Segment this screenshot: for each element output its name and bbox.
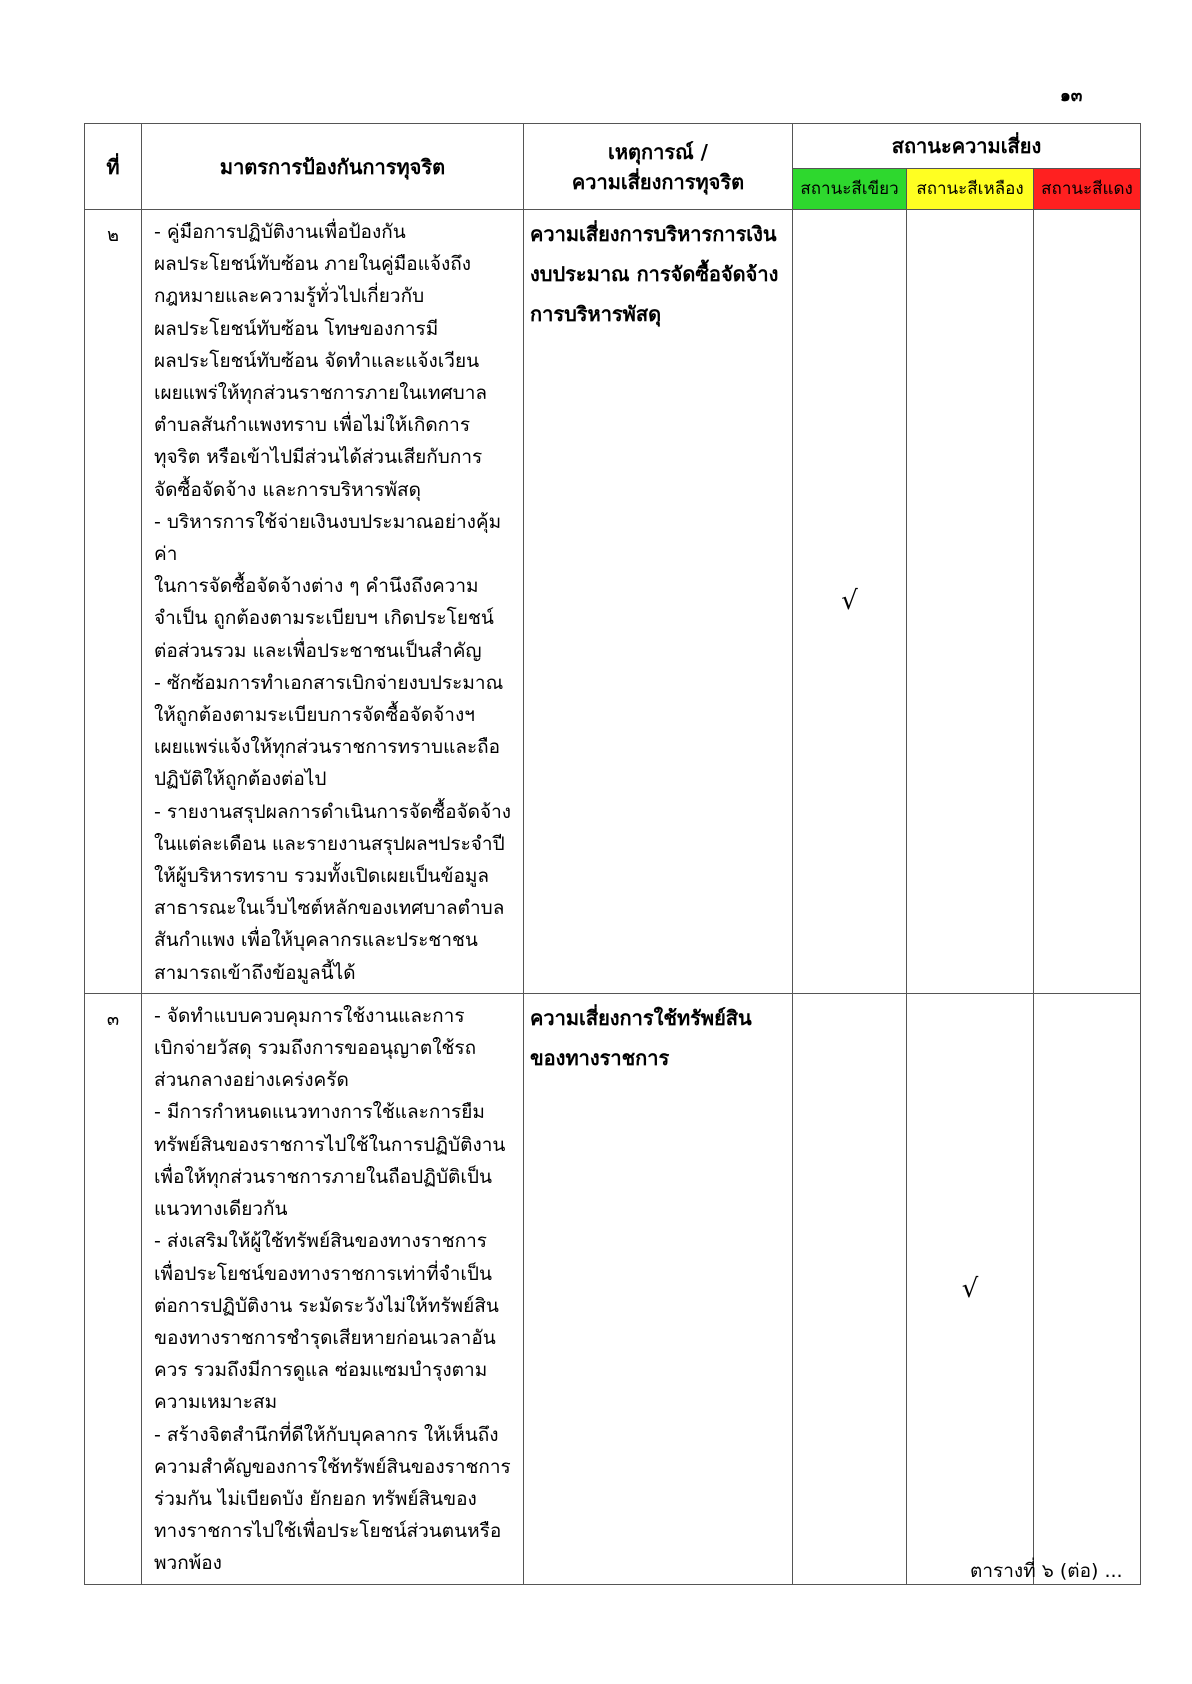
- measure-line: จำเป็น ถูกต้องตามระเบียบฯ เกิดประโยชน์: [154, 607, 494, 630]
- measure-line: - จัดทำแบบควบคุมการใช้งานและการ: [154, 1004, 465, 1027]
- header-measures: มาตรการป้องกันการทุจริต: [142, 124, 524, 210]
- status-red-mark: [1034, 993, 1141, 1584]
- table-row: [85, 210, 1141, 994]
- status-yellow-mark: [907, 210, 1034, 994]
- event-line: การบริหารพัสดุ: [530, 302, 662, 326]
- measure-line: ให้ถูกต้องตามระเบียบการจัดซื้อจัดจ้างฯ: [154, 704, 475, 727]
- measure-line: - บริหารการใช้จ่ายเงินงบประมาณอย่างคุ้มค่า: [154, 510, 502, 566]
- measure-line: ในการจัดซื้อจัดจ้างต่าง ๆ คำนึงถึงความ: [154, 575, 479, 598]
- measure-line: - รายงานสรุปผลการดำเนินการจัดซื้อจัดจ้าง: [154, 800, 512, 823]
- measure-line: ความเหมาะสม: [154, 1391, 278, 1414]
- measure-line: เผยแพร่ให้ทุกส่วนราชการภายในเทศบาล: [154, 382, 488, 405]
- header-status-red: สถานะสีแดง: [1034, 169, 1141, 210]
- risk-table: [84, 123, 1141, 1585]
- measure-line: ควร รวมถึงมีการดูแล ซ่อมแซมบำรุงตาม: [154, 1359, 488, 1382]
- header-event-text: เหตุการณ์ / ความเสี่ยงการทุจริต: [571, 139, 745, 194]
- measure-line: ปฏิบัติให้ถูกต้องต่อไป: [154, 768, 327, 791]
- measure-line: ร่วมกัน ไม่เบียดบัง ยักยอก ทรัพย์สินของ: [154, 1487, 477, 1510]
- measure-line: พวกพ้อง: [154, 1552, 222, 1575]
- measure-line: - มีการกำหนดแนวทางการใช้และการยืม: [154, 1101, 485, 1124]
- measure-line: กฎหมายและความรู้ทั่วไปเกี่ยวกับ: [154, 285, 425, 308]
- measures-cell: [142, 993, 524, 1584]
- status-red-mark: [1034, 210, 1141, 994]
- header-risk-status: สถานะความเสี่ยง: [793, 124, 1141, 169]
- footer-note: ตารางที่ ๖ (ต่อ) ...: [970, 1560, 1123, 1582]
- row-number: ๒: [85, 210, 142, 994]
- measure-line: เผยแพร่แจ้งให้ทุกส่วนราชการทราบและถือ: [154, 736, 501, 759]
- measure-line: - ส่งเสริมให้ผู้ใช้ทรัพย์สินของทางราชการ: [154, 1230, 487, 1253]
- page-number: ๑๓: [1060, 86, 1083, 106]
- measure-line: ผลประโยชน์ทับซ้อน ภายในคู่มือแจ้งถึง: [154, 253, 472, 276]
- measure-line: ทุจริต หรือเข้าไปมีส่วนได้ส่วนเสียกับการ: [154, 446, 483, 469]
- header-no: ที่: [85, 124, 142, 210]
- event-line: ของทางราชการ: [530, 1045, 670, 1070]
- measure-line: จัดซื้อจัดจ้าง และการบริหารพัสดุ: [154, 478, 421, 501]
- measure-line: เพื่อให้ทุกส่วนราชการภายในถือปฏิบัติเป็น: [154, 1165, 492, 1188]
- measure-line: ต่อส่วนรวม และเพื่อประชาชนเป็นสำคัญ: [154, 639, 482, 662]
- row-number: ๓: [85, 993, 142, 1584]
- event-line: ความเสี่ยงการบริหารการเงิน: [530, 222, 777, 246]
- measure-line: ต่อการปฏิบัติงาน ระมัดระวังไม่ให้ทรัพย์สิน: [154, 1294, 499, 1317]
- table-row: [85, 993, 1141, 1584]
- header-status-green: สถานะสีเขียว: [793, 169, 907, 210]
- measure-line: สาธารณะในเว็บไซต์หลักของเทศบาลตำบล: [154, 897, 505, 920]
- event-cell: [524, 210, 793, 994]
- measure-line: ให้ผู้บริหารทราบ รวมทั้งเปิดเผยเป็นข้อมูล: [154, 865, 490, 888]
- measure-line: เบิกจ่ายวัสดุ รวมถึงการขออนุญาตใช้รถ: [154, 1037, 477, 1060]
- header-event: [524, 124, 793, 210]
- measure-line: ตำบลสันกำแพงทราบ เพื่อไม่ให้เกิดการ: [154, 414, 471, 437]
- measure-line: - คู่มือการปฏิบัติงานเพื่อป้องกัน: [154, 221, 406, 243]
- measure-line: ส่วนกลางอย่างเคร่งครัด: [154, 1069, 349, 1092]
- measure-line: ความสำคัญของการใช้ทรัพย์สินของราชการ: [154, 1455, 511, 1478]
- status-yellow-mark: √: [907, 993, 1034, 1584]
- event-cell: [524, 993, 793, 1584]
- event-line: งบประมาณ การจัดซื้อจัดจ้าง: [530, 262, 779, 286]
- measure-line: ผลประโยชน์ทับซ้อน จัดทำและแจ้งเวียน: [154, 349, 480, 372]
- measures-cell: [142, 210, 524, 994]
- measure-line: สามารถเข้าถึงข้อมูลนี้ได้: [154, 961, 356, 984]
- measure-line: - สร้างจิตสำนึกที่ดีให้กับบุคลากร ให้เห็นถึง: [154, 1423, 499, 1446]
- measure-line: ผลประโยชน์ทับซ้อน โทษของการมี: [154, 317, 439, 340]
- measure-line: เพื่อประโยชน์ของทางราชการเท่าที่จำเป็น: [154, 1262, 492, 1285]
- measure-line: ของทางราชการชำรุดเสียหายก่อนเวลาอัน: [154, 1326, 496, 1349]
- status-green-mark: √: [793, 210, 907, 994]
- header-status-yellow: สถานะสีเหลือง: [907, 169, 1034, 210]
- event-line: ความเสี่ยงการใช้ทรัพย์สิน: [530, 1005, 752, 1030]
- status-green-mark: [793, 993, 907, 1584]
- measure-line: ในแต่ละเดือน และรายงานสรุปผลฯประจำปี: [154, 832, 505, 855]
- measure-line: ทางราชการไปใช้เพื่อประโยชน์ส่วนตนหรือ: [154, 1520, 502, 1543]
- measure-line: - ซักซ้อมการทำเอกสารเบิกจ่ายงบประมาณ: [154, 671, 504, 694]
- measure-line: ทรัพย์สินของราชการไปใช้ในการปฏิบัติงาน: [154, 1133, 506, 1156]
- measure-line: แนวทางเดียวกัน: [154, 1198, 288, 1221]
- measure-line: สันกำแพง เพื่อให้บุคลากรและประชาชน: [154, 929, 478, 952]
